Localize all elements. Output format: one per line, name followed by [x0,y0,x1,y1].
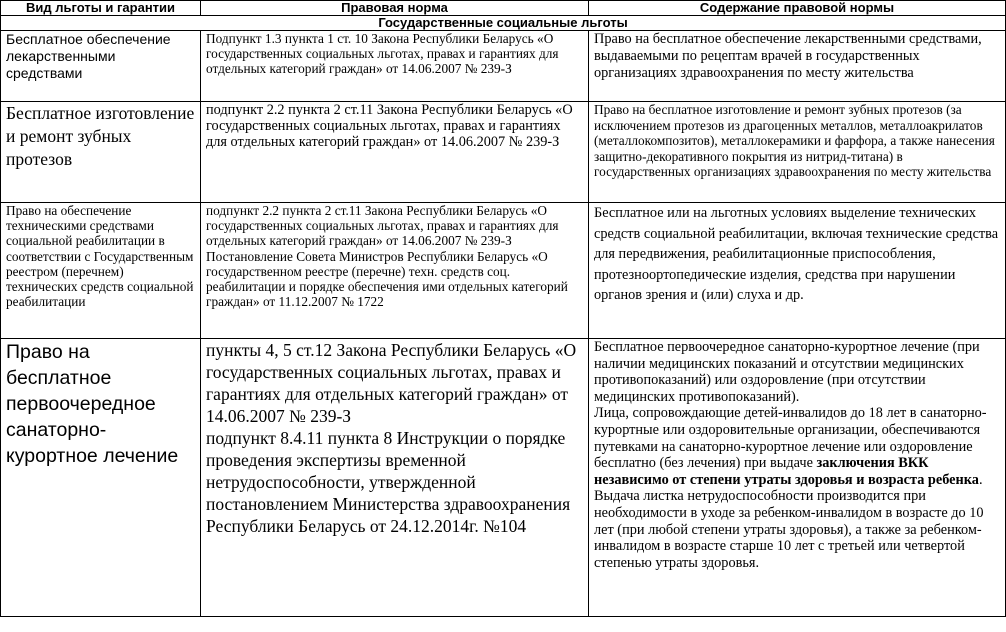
header-legal-norm: Правовая норма [201,1,589,16]
norm-content-cell [589,339,1006,617]
benefit-type-cell: Право на бесплатное первоочередное санаторно-курортное лечение [1,339,201,617]
content-bold-text: заключения ВКК независимо от степени утраты здоровья и возраста ребенка [594,455,979,488]
norm-content-cell: Право на бесплатное изготовление и ремонт зубных протезов (за исключением протезов из драгоценных металлов, металлоакрилатов (металлокомпозитов), металлокерамики и фарфора, а также нанесения защитно-декоративного покрытия из нитрид-титана) в государственных организациях здравоохранения по месту жительства [589,102,1006,203]
header-norm-content: Содержание правовой нормы [589,1,1006,16]
legal-norm-paragraph: подпункт 8.4.11 пункта 8 Инструкции о порядке проведения экспертизы временной нетрудоспособности, утвержденной постановлением Министерства здравоохранения Республики Беларусь от 24.12.2014г. №104 [206,428,571,536]
legal-norm-paragraph: Постановление Совета Министров Республики Беларусь «О государственном реестре (перечне) техн. средств соц. реабилитации и порядке обеспечения ими отдельных категорий граждан» от 11.12.2007 № 1722 [206,248,568,310]
header-row [1,1,1006,16]
legal-norm-cell [201,339,589,617]
legal-norm-paragraph: пункты 4, 5 ст.12 Закона Республики Беларусь «О государственных социальных льготах, правах и гарантиях для отдельных категорий граждан» от 14.06.2007 № 239-З [206,340,577,426]
table-row [1,339,1006,617]
legal-norm-cell: Подпункт 1.3 пункта 1 ст. 10 Закона Республики Беларусь «О государственных социальных льготах, правах и гарантиях для отдельных категорий граждан» от 14.06.2007 № 239-З [201,31,589,102]
header-benefit-type: Вид льготы и гарантии [1,1,201,16]
table-row [1,102,1006,203]
legal-norm-paragraph: подпункт 2.2 пункта 2 ст.11 Закона Республики Беларусь «О государственных социальных льготах, правах и гарантиях для отдельных категорий граждан» от 14.06.2007 № 239-З [206,203,559,249]
benefit-type-cell: Бесплатное обеспечение лекарственными средствами [1,31,201,102]
norm-content-cell: Бесплатное или на льготных условиях выделение технических средств социальной реабилитации, включая технические средства для передвижения, реабилитационные приспособления, протезноортопедические изделия, средства при нарушении органов зрения и (или) слуха и др. [589,203,1006,339]
section-title: Государственные социальные льготы [1,16,1006,31]
content-text: . [978,471,983,488]
content-paragraph: Бесплатное первоочередное санаторно-курортное лечение (при наличии медицинских показаний и отсутствии медицинских противопоказаний) или оздоровление (при отсутствии медицинских противопоказаний). [594,339,980,405]
legal-norm-cell: подпункт 2.2 пункта 2 ст.11 Закона Республики Беларусь «О государственных социальных льготах, правах и гарантиях для отдельных категорий граждан» от 14.06.2007 № 239-З [201,102,589,203]
norm-content-cell: Право на бесплатное обеспечение лекарственными средствами, выдаваемыми по рецептам врачей в государственных организациях здравоохранения по месту жительства [589,31,1006,102]
legal-norm-cell [201,203,589,339]
benefit-type-cell: Бесплатное изготовление и ремонт зубных протезов [1,102,201,203]
benefit-type-cell: Право на обеспечение техническими средствами социальной реабилитации в соответствии с Государственным реестром (перечнем) технических средств социальной реабилитации [1,203,201,339]
section-row [1,16,1006,31]
table-row [1,203,1006,339]
content-text: Лица, сопровождающие детей-инвалидов до 18 лет в санаторно-курортные или оздоровительные организации, обеспечиваются путевками на санаторно-курортное лечение или оздоровление бесплатно (без лечения) при выдаче [594,405,987,472]
content-paragraph [594,405,1000,488]
table-row [1,31,1006,102]
content-paragraph: Выдача листка нетрудоспособности производится при необходимости в уходе за ребенком-инвалидом в возрасте до 10 лет (при любой степени утраты здоровья), а также за ребенком-инвалидом в возрасте старше 10 лет с третьей или четвертой степенью утраты здоровья. [594,488,984,571]
